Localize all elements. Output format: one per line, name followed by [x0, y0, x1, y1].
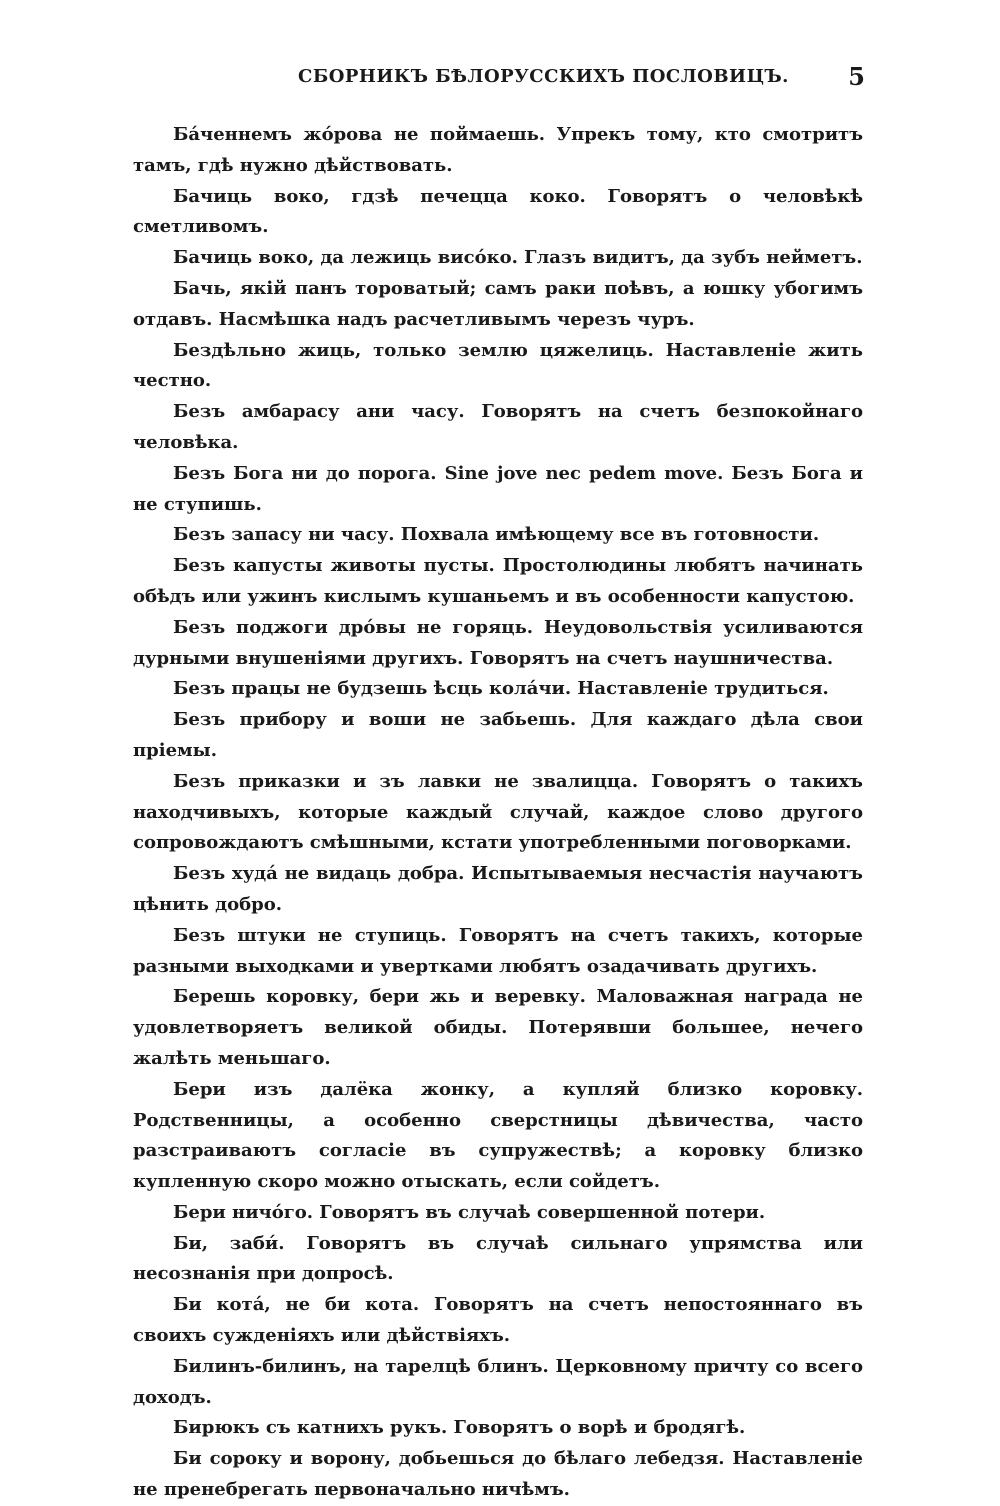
proverb-entry: Бачиць воко, гдзѣ печецца коко. Говорятъ о человѣкѣ сметливомъ. [133, 185, 863, 238]
running-title: СБОРНИКЪ БѢЛОРУССКИХЪ ПОСЛОВИЦЪ. [298, 66, 789, 87]
proverb-entry: Бирюкъ съ катнихъ рукъ. Говорятъ о ворѣ и бродягѣ. [173, 1417, 746, 1439]
proverb-entry: Берешь коровку, бери жь и веревку. Маловажная награда не удовлетворяетъ великой обиды. Потерявши большее, нечего жалѣть меньшаго. [133, 986, 863, 1069]
proverb-entry: Безъ прибору и воши не забьешь. Для каждаго дѣла свои пріемы. [133, 709, 863, 761]
page-number: 5 [848, 62, 865, 91]
proverb-entry: Безъ амбарасу ани часу. Говорятъ на счетъ безпокойнаго человѣка. [133, 401, 863, 453]
proverb-entry: Безъ штуки не ступиць. Говорятъ на счетъ такихъ, которые разными выходками и увертками любятъ озадачивать другихъ. [133, 924, 863, 977]
proverb-entry: Би сороку и ворону, добьешься до бѣлаго лебедзя. Наставленіе не пренебрегать первоначально ничѣмъ. [133, 1448, 863, 1501]
proverb-entry: Бачиць воко, да лежиць висо́ко. Глазъ видитъ, да зубъ нейметъ. [173, 247, 863, 269]
proverb-entry: Бачь, якій панъ тороватый; самъ раки поѣвъ, а юшку убогимъ отдавъ. Насмѣшка надъ расчетливымъ черезъ чуръ. [133, 277, 863, 330]
proverb-entry: Безъ Бога ни до порога. Sine jove nec pedem move. Безъ Бога и не ступишь. [133, 462, 863, 515]
proverb-entry: Безъ капусты животы пусты. Простолюдины любятъ начинать обѣдъ или ужинъ кислымъ кушаньемъ и въ особенности капустою. [133, 555, 863, 607]
proverb-entry: Бери ничо́го. Говорятъ въ случаѣ совершенной потери. [173, 1201, 766, 1223]
proverb-entry: Бездѣльно жиць, только землю цяжелиць. Наставленіе жить честно. [133, 339, 863, 392]
proverb-entry: Билинъ-билинъ, на тарелцѣ блинъ. Церковному причту со всего доходъ. [133, 1355, 863, 1408]
proverb-list [133, 120, 863, 1506]
proverb-entry: Безъ працы не будзешь ѣсць кола́чи. Наставленіе трудиться. [173, 678, 829, 700]
proverb-entry: Безъ худа́ не видаць добра. Испытываемыя несчастія научаютъ цѣнить добро. [133, 863, 863, 915]
proverb-entry: Безъ приказки и зъ лавки не звалицца. Говорятъ о такихъ находчивыхъ, которые каждый случай, каждое слово другого сопровождаютъ смѣшными, кстати употребленными поговорками. [133, 770, 863, 854]
proverb-entry: Бери изъ далёка жонку, а купляй близко коровку. Родственницы, а особенно сверстницы дѣвичества, часто разстраиваютъ согласіе въ супружествѣ; а коровку близко купленную скоро можно отыскать, если сойдетъ. [133, 1078, 863, 1193]
proverb-entry: Би, заби́. Говорятъ въ случаѣ сильнаго упрямства или несознанія при допросѣ. [133, 1232, 863, 1285]
proverb-entry: Безъ запасу ни часу. Похвала имѣющему все въ готовности. [173, 524, 820, 546]
proverb-entry: Ба́ченнемъ жо́рова не поймаешь. Упрекъ тому, кто смотритъ тамъ, гдѣ нужно дѣйствовать. [133, 124, 863, 176]
proverb-entry: Би кота́, не би кота. Говорятъ на счетъ непостояннаго въ своихъ сужденіяхъ или дѣйствіяхъ. [133, 1294, 863, 1347]
proverb-entry: Безъ поджоги дро́вы не горяць. Неудовольствія усиливаются дурными внушеніями другихъ. Говорятъ на счетъ наушничества. [133, 616, 863, 669]
page-header [130, 62, 865, 98]
